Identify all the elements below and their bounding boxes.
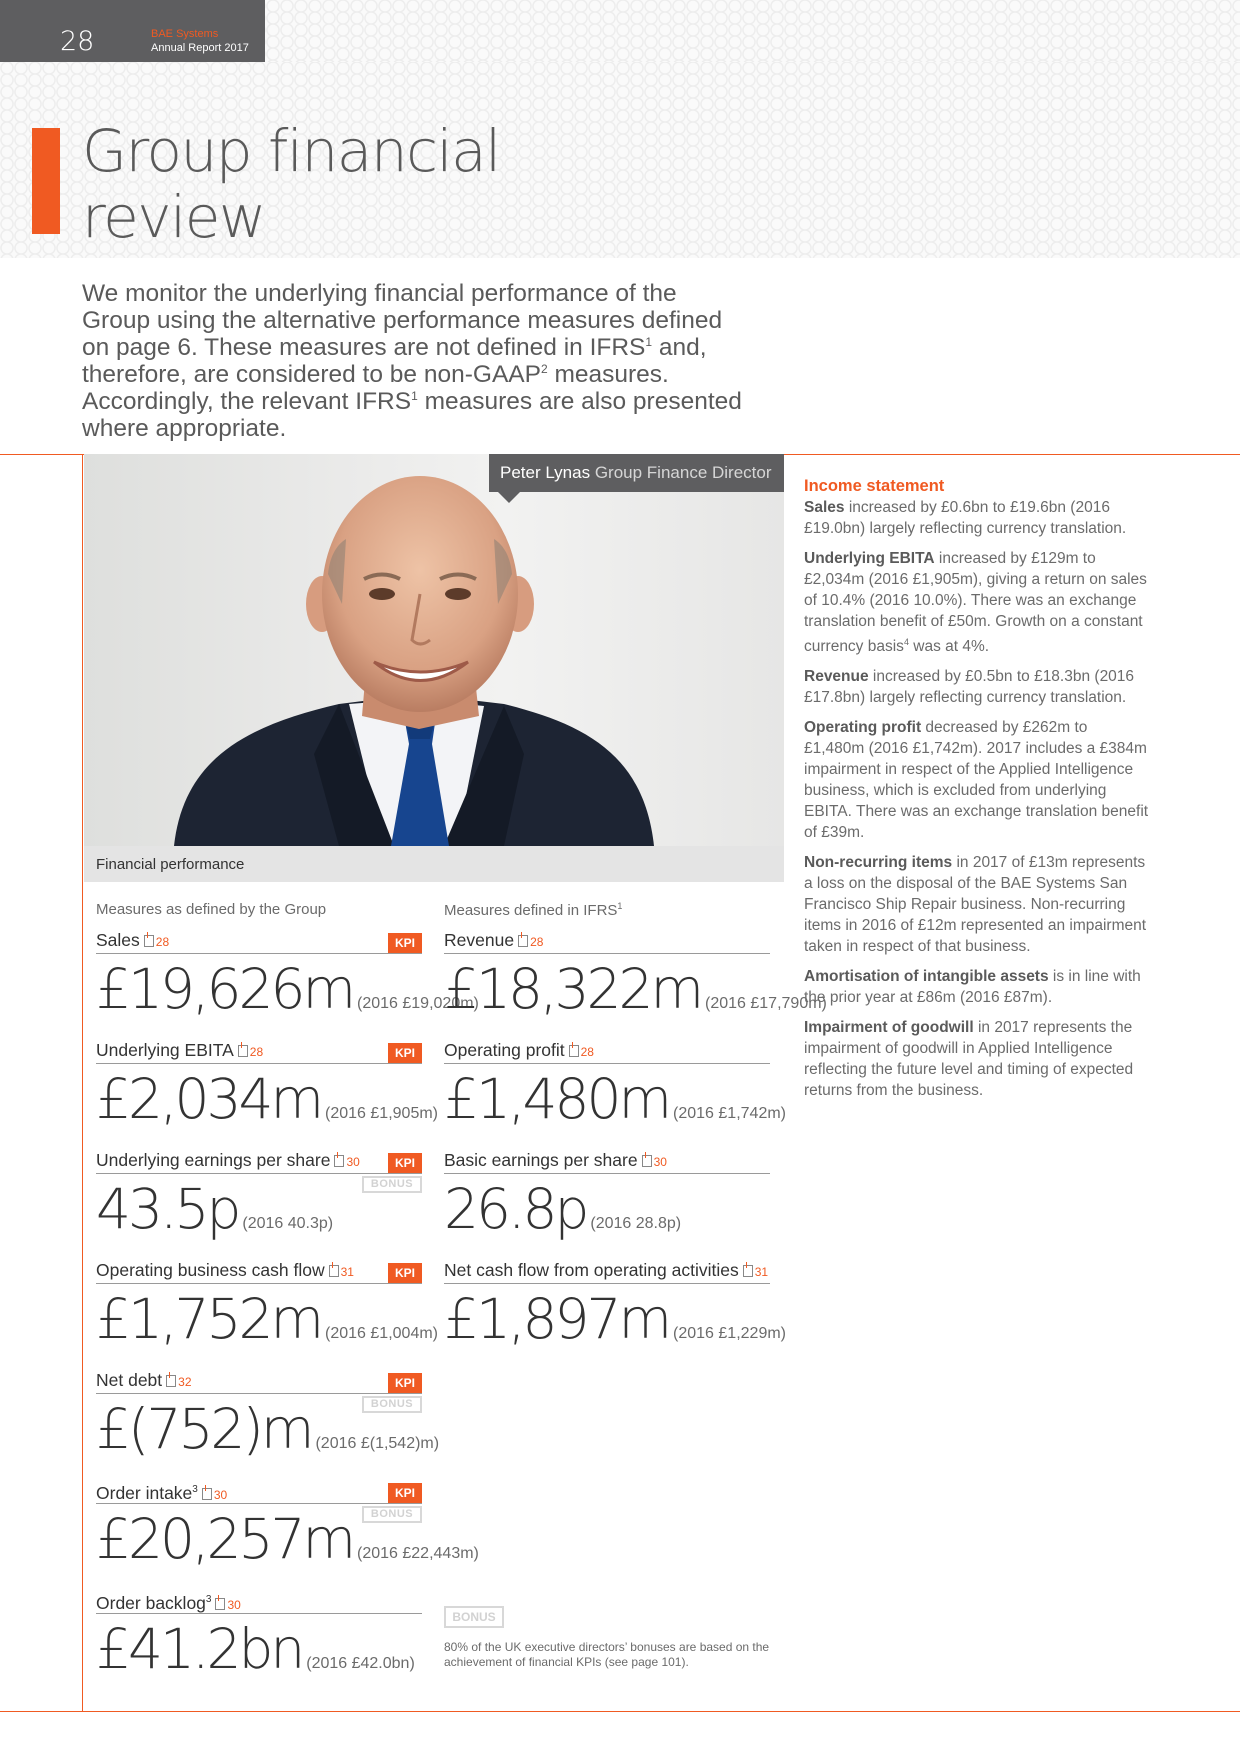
metric-prior: (2016 40.3p) (242, 1215, 334, 1232)
left-column-heading: Measures as defined by the Group (96, 901, 327, 918)
metric-value: £18,322m (444, 957, 702, 1021)
right-column-heading: Measures defined in IFRS$^1$ (444, 901, 623, 919)
bonus-badge: BONUS (362, 1396, 422, 1413)
page-ref-icon[interactable]: 30 (642, 1155, 667, 1169)
portrait-photo (84, 454, 784, 846)
page-ref-icon[interactable]: 31 (329, 1265, 354, 1279)
intro-paragraph: We monitor the underlying financial performance of the Group using the alternative performance measures defined on page 6. These measures are not defined in IFRS$^1$ and, therefore, are considered to be non-GAAP$^2$ measures. Accordingly, the relevant IFRS$^1$ measures are also presented where appropriate. (82, 280, 742, 442)
metric-value: £41.2bn (96, 1617, 303, 1681)
title-accent-bar (32, 128, 60, 234)
bottom-divider (0, 1711, 1240, 1712)
column-rule (82, 454, 83, 1712)
metric-prior: (2016 £1,229m) (673, 1325, 786, 1342)
metric-sales: Sales 28 KPI £19,626m (2016 £19,020m) (96, 930, 479, 1021)
page-ref-icon[interactable]: 28 (569, 1045, 594, 1059)
metric-value: £1,752m (96, 1287, 322, 1351)
page-ref-icon[interactable]: 28 (238, 1045, 263, 1059)
caption-pointer (498, 492, 520, 503)
metric-prior: (2016 £1,905m) (325, 1105, 438, 1122)
page-ref-icon[interactable]: 28 (518, 935, 543, 949)
paragraph-impairment: Impairment of goodwill in 2017 represents the impairment of goodwill in Applied Intelligence reflecting the future level and timing of expected returns from the business. (804, 1019, 1134, 1100)
metric-order-intake: Order intake$^3$ 30 KPI BONUS £20,257m (2016 £22,443m) (96, 1478, 422, 1587)
bonus-legend-text: 80% of the UK executive directors’ bonuses are based on the achievement of financial KPIs (see page 101). (444, 1640, 770, 1669)
kpi-badge: KPI (388, 1153, 422, 1173)
portrait-illustration (84, 454, 784, 846)
page-ref-icon[interactable]: 31 (743, 1265, 768, 1279)
brand-name: BAE Systems (151, 28, 219, 40)
photo-caption (489, 454, 784, 492)
metric-prior: (2016 £17,790m) (705, 995, 827, 1012)
caption-name: Peter Lynas (500, 463, 591, 482)
income-statement-heading: Income statement (804, 477, 945, 495)
metric-revenue: Revenue 28 £18,322m (2016 £17,790m) (444, 930, 827, 1021)
metric-operating-business-cash-flow: Operating business cash flow 31 KPI £1,752m (2016 £1,004m) (96, 1260, 438, 1351)
title-line-2: review (82, 183, 265, 251)
metric-value: £20,257m (96, 1507, 354, 1571)
caption-role: Group Finance Director (594, 463, 772, 482)
metric-value: £2,034m (96, 1067, 322, 1131)
metric-net-cash-flow-operating: Net cash flow from operating activities 31 £1,897m (2016 £1,229m) (444, 1260, 786, 1351)
paragraph-amortisation: Amortisation of intangible assets is in line with the prior year at £86m (2016 £87m). (804, 968, 1141, 1007)
metric-prior: (2016 £42.0bn) (306, 1655, 415, 1672)
metric-underlying-eps: Underlying earnings per share 30 KPI BONUS 43.5p (2016 40.3p) (96, 1148, 422, 1257)
metric-basic-eps: Basic earnings per share 30 26.8p (2016 28.8p) (444, 1148, 770, 1257)
metric-operating-profit: Operating profit 28 £1,480m (2016 £1,742m) (444, 1040, 786, 1131)
metric-prior: (2016 £22,443m) (357, 1545, 479, 1562)
metric-value: £19,626m (96, 957, 354, 1021)
page-title (82, 118, 500, 250)
metric-prior: (2016 £1,004m) (325, 1325, 438, 1342)
paragraph-non-recurring: Non-recurring items in 2017 of £13m represents a loss on the disposal of the BAE Systems San Francisco Ship Repair business. Non-recurring items in 2016 of £12m represented an impairment taken in respect of that business. (804, 854, 1147, 956)
kpi-badge: KPI (388, 1483, 422, 1503)
metric-value: £1,480m (444, 1067, 670, 1131)
title-line-1: Group financial (82, 117, 500, 185)
kpi-badge: KPI (388, 933, 422, 953)
paragraph-sales: Sales increased by £0.6bn to £19.6bn (2016 £19.0bn) largely reflecting currency translation. (804, 499, 1127, 537)
metric-value: £1,897m (444, 1287, 670, 1351)
page-ref-icon[interactable]: 30 (334, 1155, 359, 1169)
report-name: Annual Report 2017 (151, 42, 249, 54)
page-ref-icon[interactable]: 32 (166, 1375, 191, 1389)
page-ref-icon[interactable]: 28 (144, 935, 169, 949)
page-ref-icon[interactable]: 30 (215, 1598, 240, 1612)
financial-performance-label: Financial performance (96, 856, 245, 873)
page-ref-icon[interactable]: 30 (202, 1488, 227, 1502)
paragraph-underlying-ebita: Underlying EBITA increased by £129m to £2,034m (2016 £1,905m), giving a return on sales of 10.4% (2016 10.0%). There was an exchange translation benefit of £50m. Growth on a constant currency basis$^4$ was at 4%. (804, 550, 1147, 656)
paragraph-operating-profit: Operating profit decreased by £262m to £1,480m (2016 £1,742m). 2017 includes a £384m impairment in respect of the Applied Intelligence business, which is excluded from underlying EBITA. There was an exchange translation benefit of £39m. (804, 719, 1149, 842)
page-number: 28 (60, 26, 95, 57)
income-statement-section (804, 476, 1149, 1110)
financial-performance-bar (84, 846, 784, 882)
metric-prior: (2016 28.8p) (590, 1215, 682, 1232)
metric-prior: (2016 £(1,542)m) (315, 1435, 440, 1452)
kpi-badge: KPI (388, 1263, 422, 1283)
metric-value: 43.5p (96, 1177, 239, 1241)
metric-underlying-ebita: Underlying EBITA 28 KPI £2,034m (2016 £1,905m) (96, 1040, 438, 1131)
bonus-badge: BONUS (362, 1176, 422, 1193)
kpi-badge: KPI (388, 1043, 422, 1063)
metric-prior: (2016 £1,742m) (673, 1105, 786, 1122)
kpi-badge: KPI (388, 1373, 422, 1393)
page-tab (0, 0, 265, 62)
metric-value: 26.8p (444, 1177, 587, 1241)
metric-value: £(752)m (96, 1397, 312, 1461)
metric-net-debt: Net debt 32 KPI BONUS £(752)m (2016 £(1,542)m) (96, 1370, 440, 1461)
bonus-badge: BONUS (362, 1506, 422, 1523)
paragraph-revenue: Revenue increased by £0.5bn to £18.3bn (2016 £17.8bn) largely reflecting currency translation. (804, 668, 1135, 707)
legend-bonus-badge: BONUS (444, 1606, 504, 1628)
metric-order-backlog: Order backlog$^3$ 30 £41.2bn (2016 £42.0bn) (96, 1588, 422, 1697)
metric-prior: (2016 £19,020m) (357, 995, 479, 1012)
